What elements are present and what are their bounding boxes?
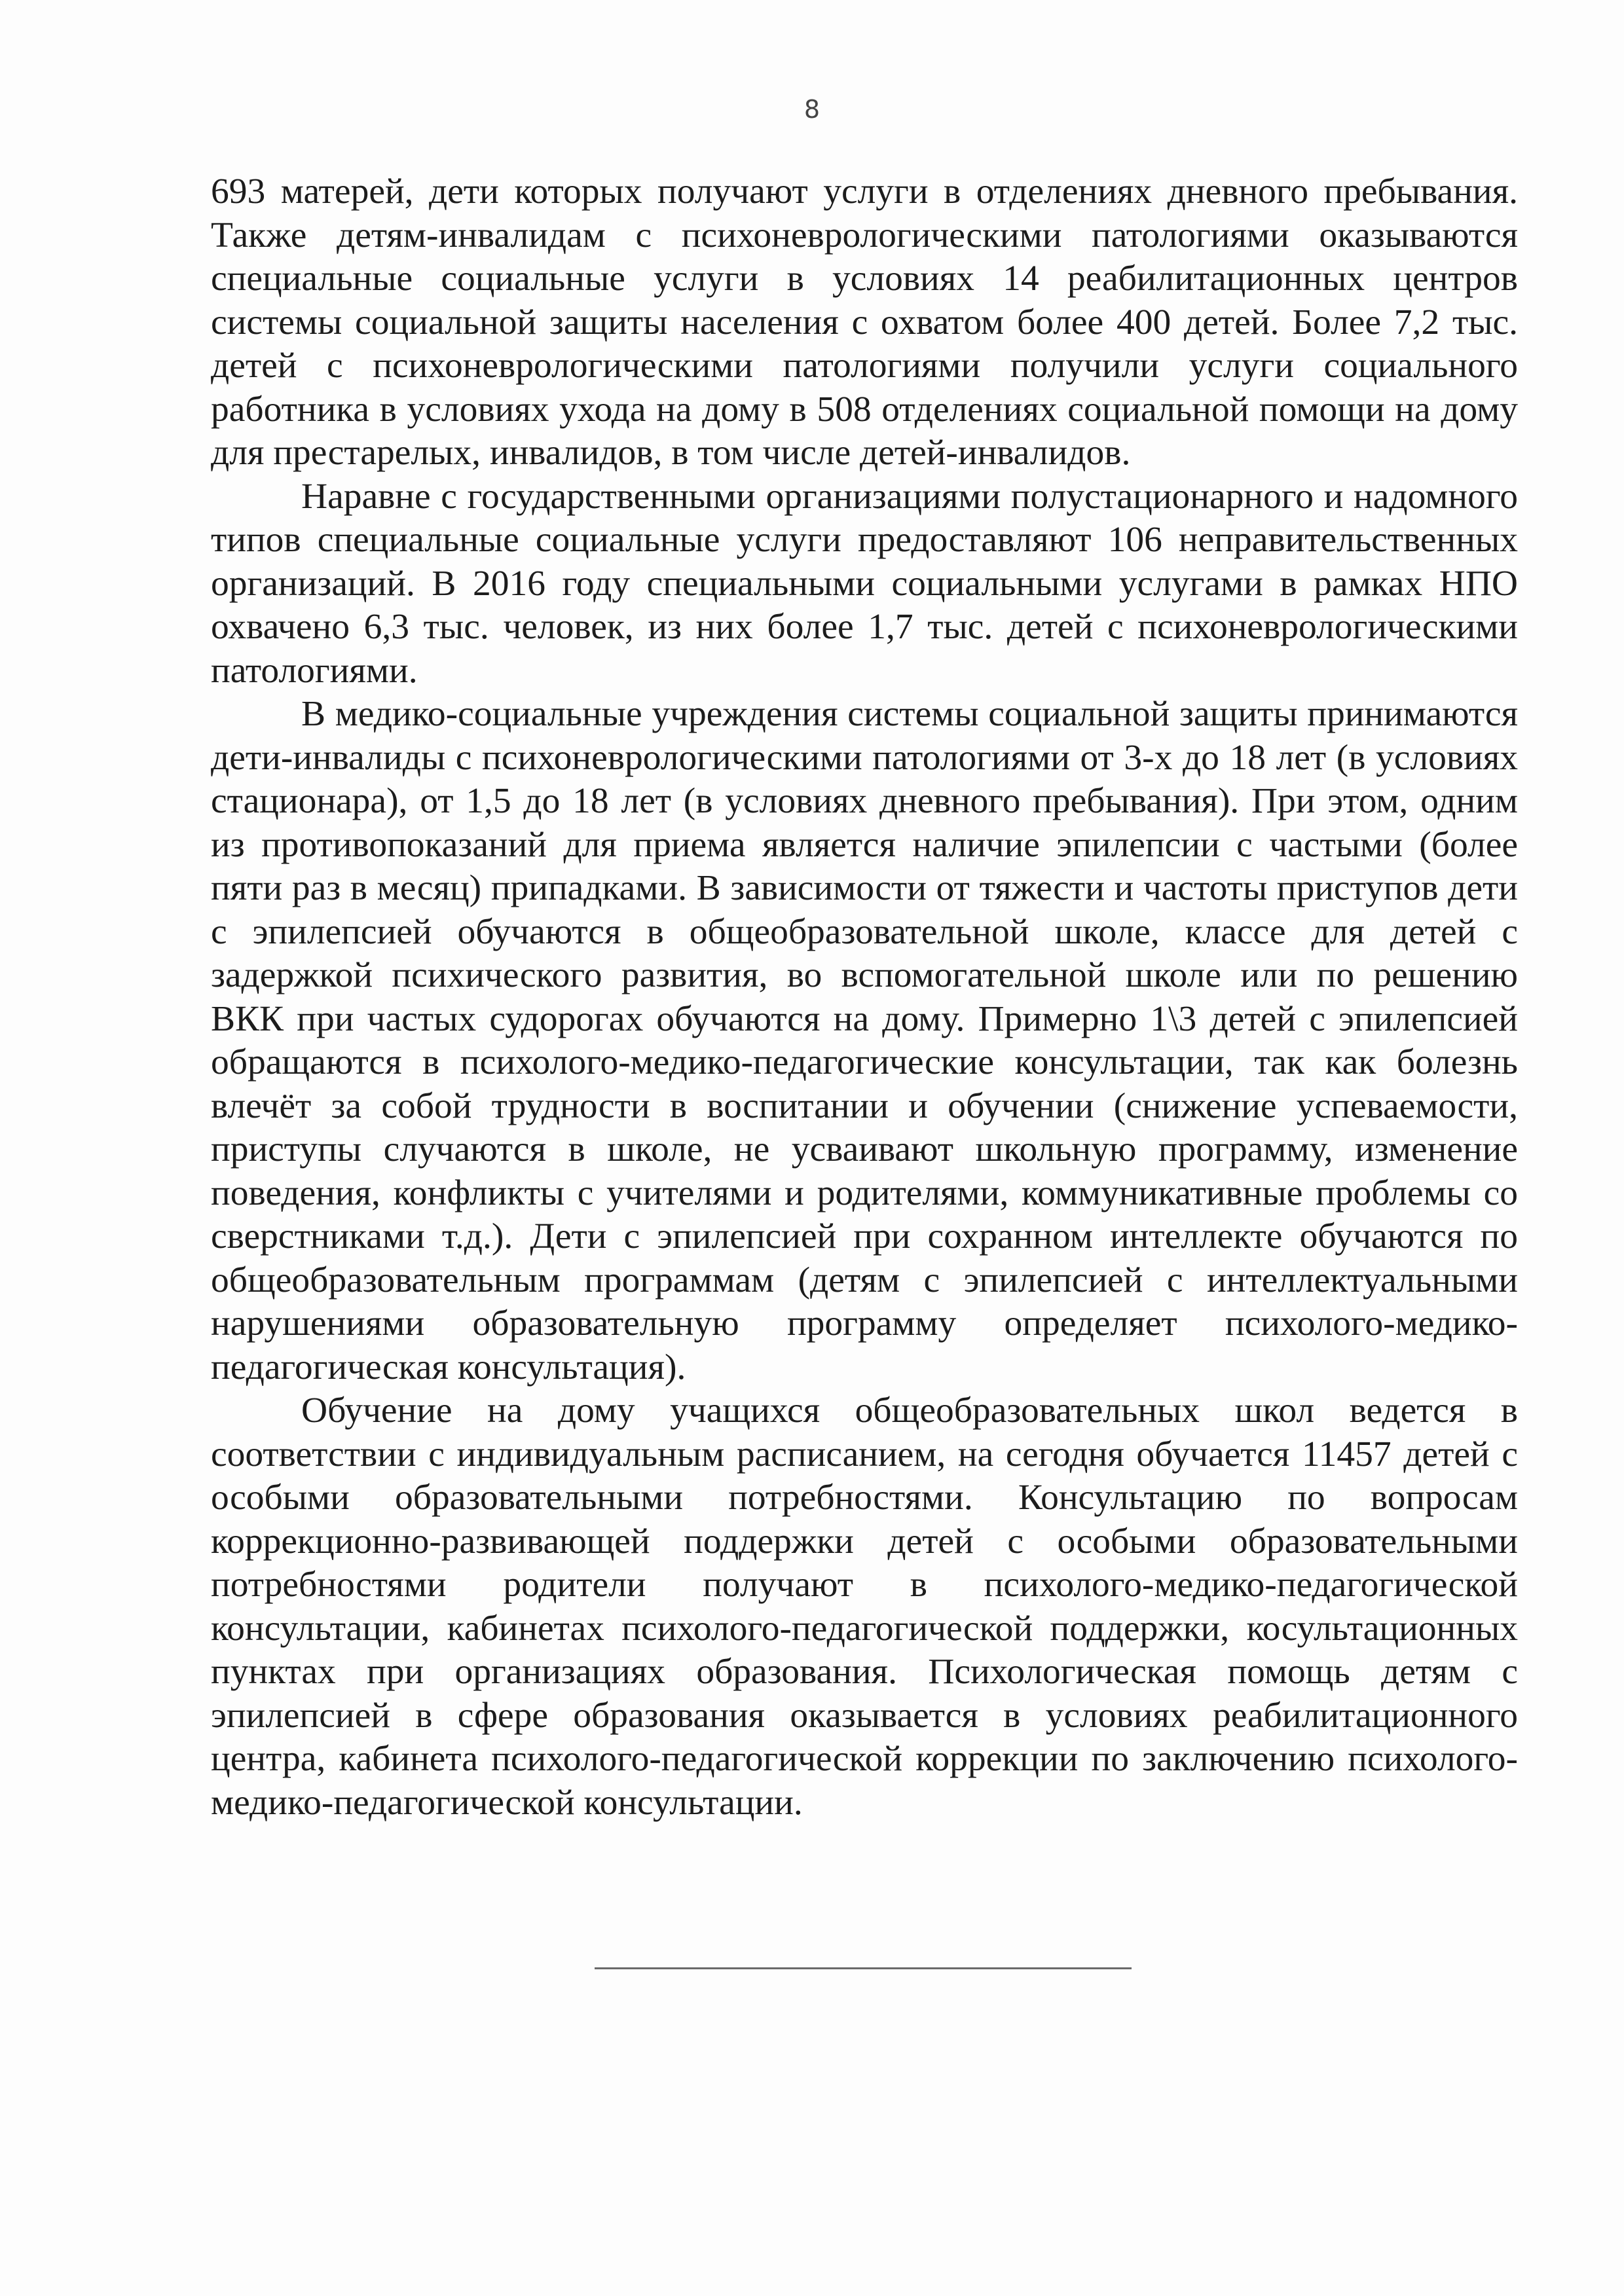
paragraph-home-education: Обучение на дому учащихся общеобразовательных школ ведется в соответствии с индивидуальным расписанием, на сегодня обучается 11457 детей с особыми образовательными потребностями. Консультацию по вопросам коррекционно-развивающей поддержки детей с особыми образовательными потребностями родители получают в психолого-медико-педагогической консультации, кабинетах психолого-педагогической поддержки, косультационных пунктах при организациях образования. Психологическая помощь детям с эпилепсией в сфере образования оказывается в условиях реабилитационного центра, кабинета психолого-педагогической коррекции по заключению психолого-медико-педагогической консультации. (211, 1391, 1518, 1823)
page-number: 8 (803, 95, 821, 124)
paragraph-ngo-services: Наравне с государственными организациями полустационарного и надомного типов специальные социальные услуги предоставляют 106 неправительственных организаций. В 2016 году специальными социальными услугами в рамках НПО охвачено 6,3 тыс. человек, из них более 1,7 тыс. детей с психоневрологическими патологиями. (211, 476, 1518, 691)
body-text (211, 170, 1518, 1825)
paragraph-continuation: 693 матерей, дети которых получают услуги в отделениях дневного пребывания. Также детям-инвалидам с психоневрологическими патологиями оказываются специальные социальные услуги в условиях 14 реабилитационных центров системы социальной защиты населения с охватом более 400 детей. Более 7,2 тыс. детей с психоневрологическими патологиями получили услуги социального работника в условиях ухода на дому в 508 отделениях социальной помощи на дому для престарелых, инвалидов, в том числе детей-инвалидов. (211, 172, 1518, 473)
end-divider-line (595, 1967, 1132, 1969)
paragraph-medical-social-institutions: В медико-социальные учреждения системы социальной защиты принимаются дети-инвалиды с психоневрологическими патологиями от 3-х до 18 лет (в условиях стационара), от 1,5 до 18 лет (в условиях дневного пребывания). При этом, одним из противопоказаний для приема является наличие эпилепсии с частыми (более пяти раз в месяц) припадками. В зависимости от тяжести и частоты приступов дети с эпилепсией обучаются в общеобразовательной школе, классе для детей с задержкой психического развития, во вспомогательной школе или по решению ВКК при частых судорогах обучаются на дому. Примерно 1\3 детей с эпилепсией обращаются в психолого-медико-педагогические консультации, так как болезнь влечёт за собой трудности в воспитании и обучении (снижение успеваемости, приступы случаются в школе, не усваивают школьную программу, изменение поведения, конфликты с учителями и родителями, коммуникативные проблемы со сверстниками т.д.). Дети с эпилепсией при сохранном интеллекте обучаются по общеобразовательным программам (детям с эпилепсией с интеллектуальными нарушениями образовательную программу определяет психолого-медико-педагогическая консультация). (211, 694, 1518, 1387)
